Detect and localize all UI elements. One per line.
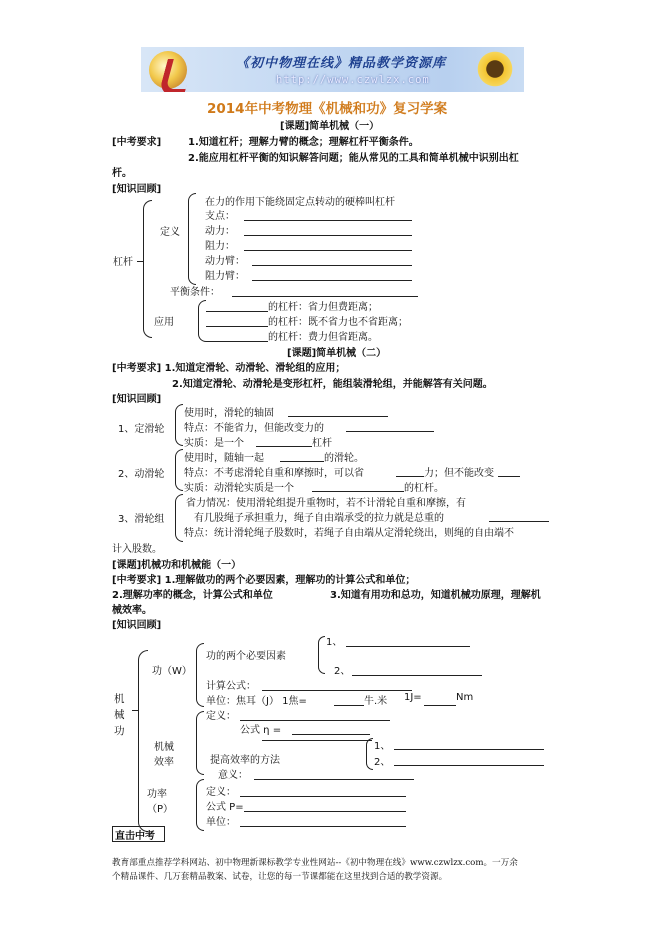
fixed-pulley: 1、定滑轮 bbox=[118, 424, 165, 435]
unit-d: Nm bbox=[456, 692, 474, 703]
s3-req4: 械效率。 bbox=[112, 605, 152, 616]
footer-line2: 个精品课件、几万套精品教案、试卷，让您的每一节课都能在这里找到合适的教学资源。 bbox=[112, 872, 448, 882]
s3-req1: [中考要求] 1.理解做功的两个必要因素，理解功的计算公式和单位； bbox=[112, 575, 416, 586]
review-label: [知识回顾] bbox=[112, 184, 162, 195]
improve2: 2、 bbox=[374, 757, 391, 768]
eff-label-1: 机械 bbox=[154, 742, 174, 753]
fixed1: 使用时，滑轮的轴固 bbox=[184, 408, 274, 419]
mov2b: 力；但不能改变 bbox=[424, 468, 494, 479]
def-text: 在力的作用下能绕固定点转动的硬棒叫杠杆 bbox=[205, 197, 395, 208]
resistance: 阻力： bbox=[205, 241, 235, 252]
s3-review: [知识回顾] bbox=[112, 620, 162, 631]
lever-label: 杠杆 bbox=[113, 257, 133, 268]
banner-url[interactable]: http://www.czwlzx.com bbox=[276, 74, 430, 86]
work-label: 功（W） bbox=[152, 666, 192, 677]
unit-b: 牛.米 bbox=[364, 696, 388, 707]
eff-formula: 公式 η = bbox=[240, 725, 282, 736]
doc-title: 2014年中考物理《机械和功》复习学案 bbox=[207, 101, 448, 117]
improve-label: 提高效率的方法 bbox=[210, 755, 280, 766]
app2: 的杠杆：既不省力也不省距离； bbox=[268, 317, 408, 328]
unit-c: 1J= bbox=[404, 692, 422, 703]
blk3: 特点：统计滑轮绳子股数时，若绳子自由端从定滑轮绕出，则绳的自由端不 bbox=[184, 528, 514, 539]
fixed2: 特点：不能省力，但能改变力的 bbox=[184, 423, 324, 434]
power-label-2: （P） bbox=[147, 804, 174, 815]
s2-req1: [中考要求] 1.知道定滑轮、动滑轮、滑轮组的应用； bbox=[112, 363, 346, 374]
req2: 2.能应用杠杆平衡的知识解答问题；能从常见的工具和简单机械中识别出杠 bbox=[188, 153, 519, 164]
banner bbox=[141, 47, 524, 92]
pulley-block: 3、滑轮组 bbox=[118, 514, 165, 525]
footer-line1: 教育部重点推荐学科网站、初中物理新课标教学专业性网站--《初中物理在线》www.czwlzx.com。一万余 bbox=[112, 858, 518, 868]
effort: 动力： bbox=[205, 226, 235, 237]
fixed3b: 杠杆 bbox=[312, 438, 332, 449]
meaning: 意义： bbox=[218, 770, 248, 781]
app1: 的杠杆：省力但费距离； bbox=[268, 302, 378, 313]
factors-label: 功的两个必要因素 bbox=[206, 651, 286, 662]
resistance-arm: 阻力臂： bbox=[205, 271, 245, 282]
balance: 平衡条件： bbox=[170, 287, 220, 298]
mech-work-2: 械 bbox=[114, 709, 125, 721]
section3-heading: [课题]机械功和机械能（一） bbox=[112, 560, 242, 571]
app3: 的杠杆：费力但省距离。 bbox=[268, 332, 378, 343]
strike-label: 直击中考 bbox=[115, 831, 155, 842]
mov2a: 特点：不考虑滑轮自重和摩擦时，可以省 bbox=[184, 468, 364, 479]
def-label: 定义 bbox=[160, 227, 180, 238]
p-unit: 单位： bbox=[206, 817, 236, 828]
eff-label-2: 效率 bbox=[154, 757, 174, 768]
mov3a: 实质：动滑轮实质是一个 bbox=[184, 483, 294, 494]
improve1: 1、 bbox=[374, 741, 391, 752]
fixed3a: 实质：是一个 bbox=[184, 438, 244, 449]
mov1a: 使用时，随轴一起 bbox=[184, 453, 264, 464]
calc-label: 计算公式： bbox=[206, 681, 256, 692]
p-formula: 公式 P= bbox=[206, 802, 244, 813]
s2-review: [知识回顾] bbox=[112, 394, 162, 405]
s3-req2: 2.理解功率的概念，计算公式和单位 bbox=[112, 590, 273, 601]
s2-req2: 2.知道定滑轮、动滑轮是变形杠杆，能组装滑轮组，并能解答有关问题。 bbox=[172, 379, 493, 390]
req-label: [中考要求] bbox=[112, 137, 162, 148]
sunflower-icon bbox=[470, 47, 520, 92]
banner-title: 《初中物理在线》精品教学资源库 bbox=[236, 56, 447, 71]
factor1: 1、 bbox=[326, 637, 343, 648]
effort-arm: 动力臂： bbox=[205, 256, 245, 267]
logo-icon bbox=[149, 51, 187, 89]
section1-heading: [课题]简单机械（一） bbox=[280, 121, 380, 132]
blk4: 计入股数。 bbox=[112, 544, 162, 555]
section2-heading: [课题]简单机械（二） bbox=[287, 348, 387, 359]
factor2: 2、 bbox=[334, 666, 351, 677]
req1: 1.知道杠杆；理解力臂的概念；理解杠杆平衡条件。 bbox=[188, 137, 419, 148]
blk2: 有几股绳子承担重力，绳子自由端承受的拉力就是总重的 bbox=[194, 513, 444, 524]
movable-pulley: 2、动滑轮 bbox=[118, 469, 165, 480]
unit-a: 单位：焦耳（J） 1焦= bbox=[206, 696, 307, 707]
p-def: 定义： bbox=[206, 787, 236, 798]
app-label: 应用 bbox=[154, 317, 174, 328]
power-label-1: 功率 bbox=[147, 789, 167, 800]
req2b: 杆。 bbox=[112, 168, 132, 179]
mov1b: 的滑轮。 bbox=[324, 453, 364, 464]
mech-work-1: 机 bbox=[114, 693, 125, 705]
blk1: 省力情况：使用滑轮组提升重物时，若不计滑轮自重和摩擦，有 bbox=[186, 498, 466, 509]
fulcrum: 支点： bbox=[205, 211, 235, 222]
eff-def: 定义： bbox=[206, 711, 236, 722]
mech-work-3: 功 bbox=[114, 725, 125, 737]
s3-req3: 3.知道有用功和总功，知道机械功原理，理解机 bbox=[330, 590, 541, 601]
mov3b: 的杠杆。 bbox=[404, 483, 444, 494]
